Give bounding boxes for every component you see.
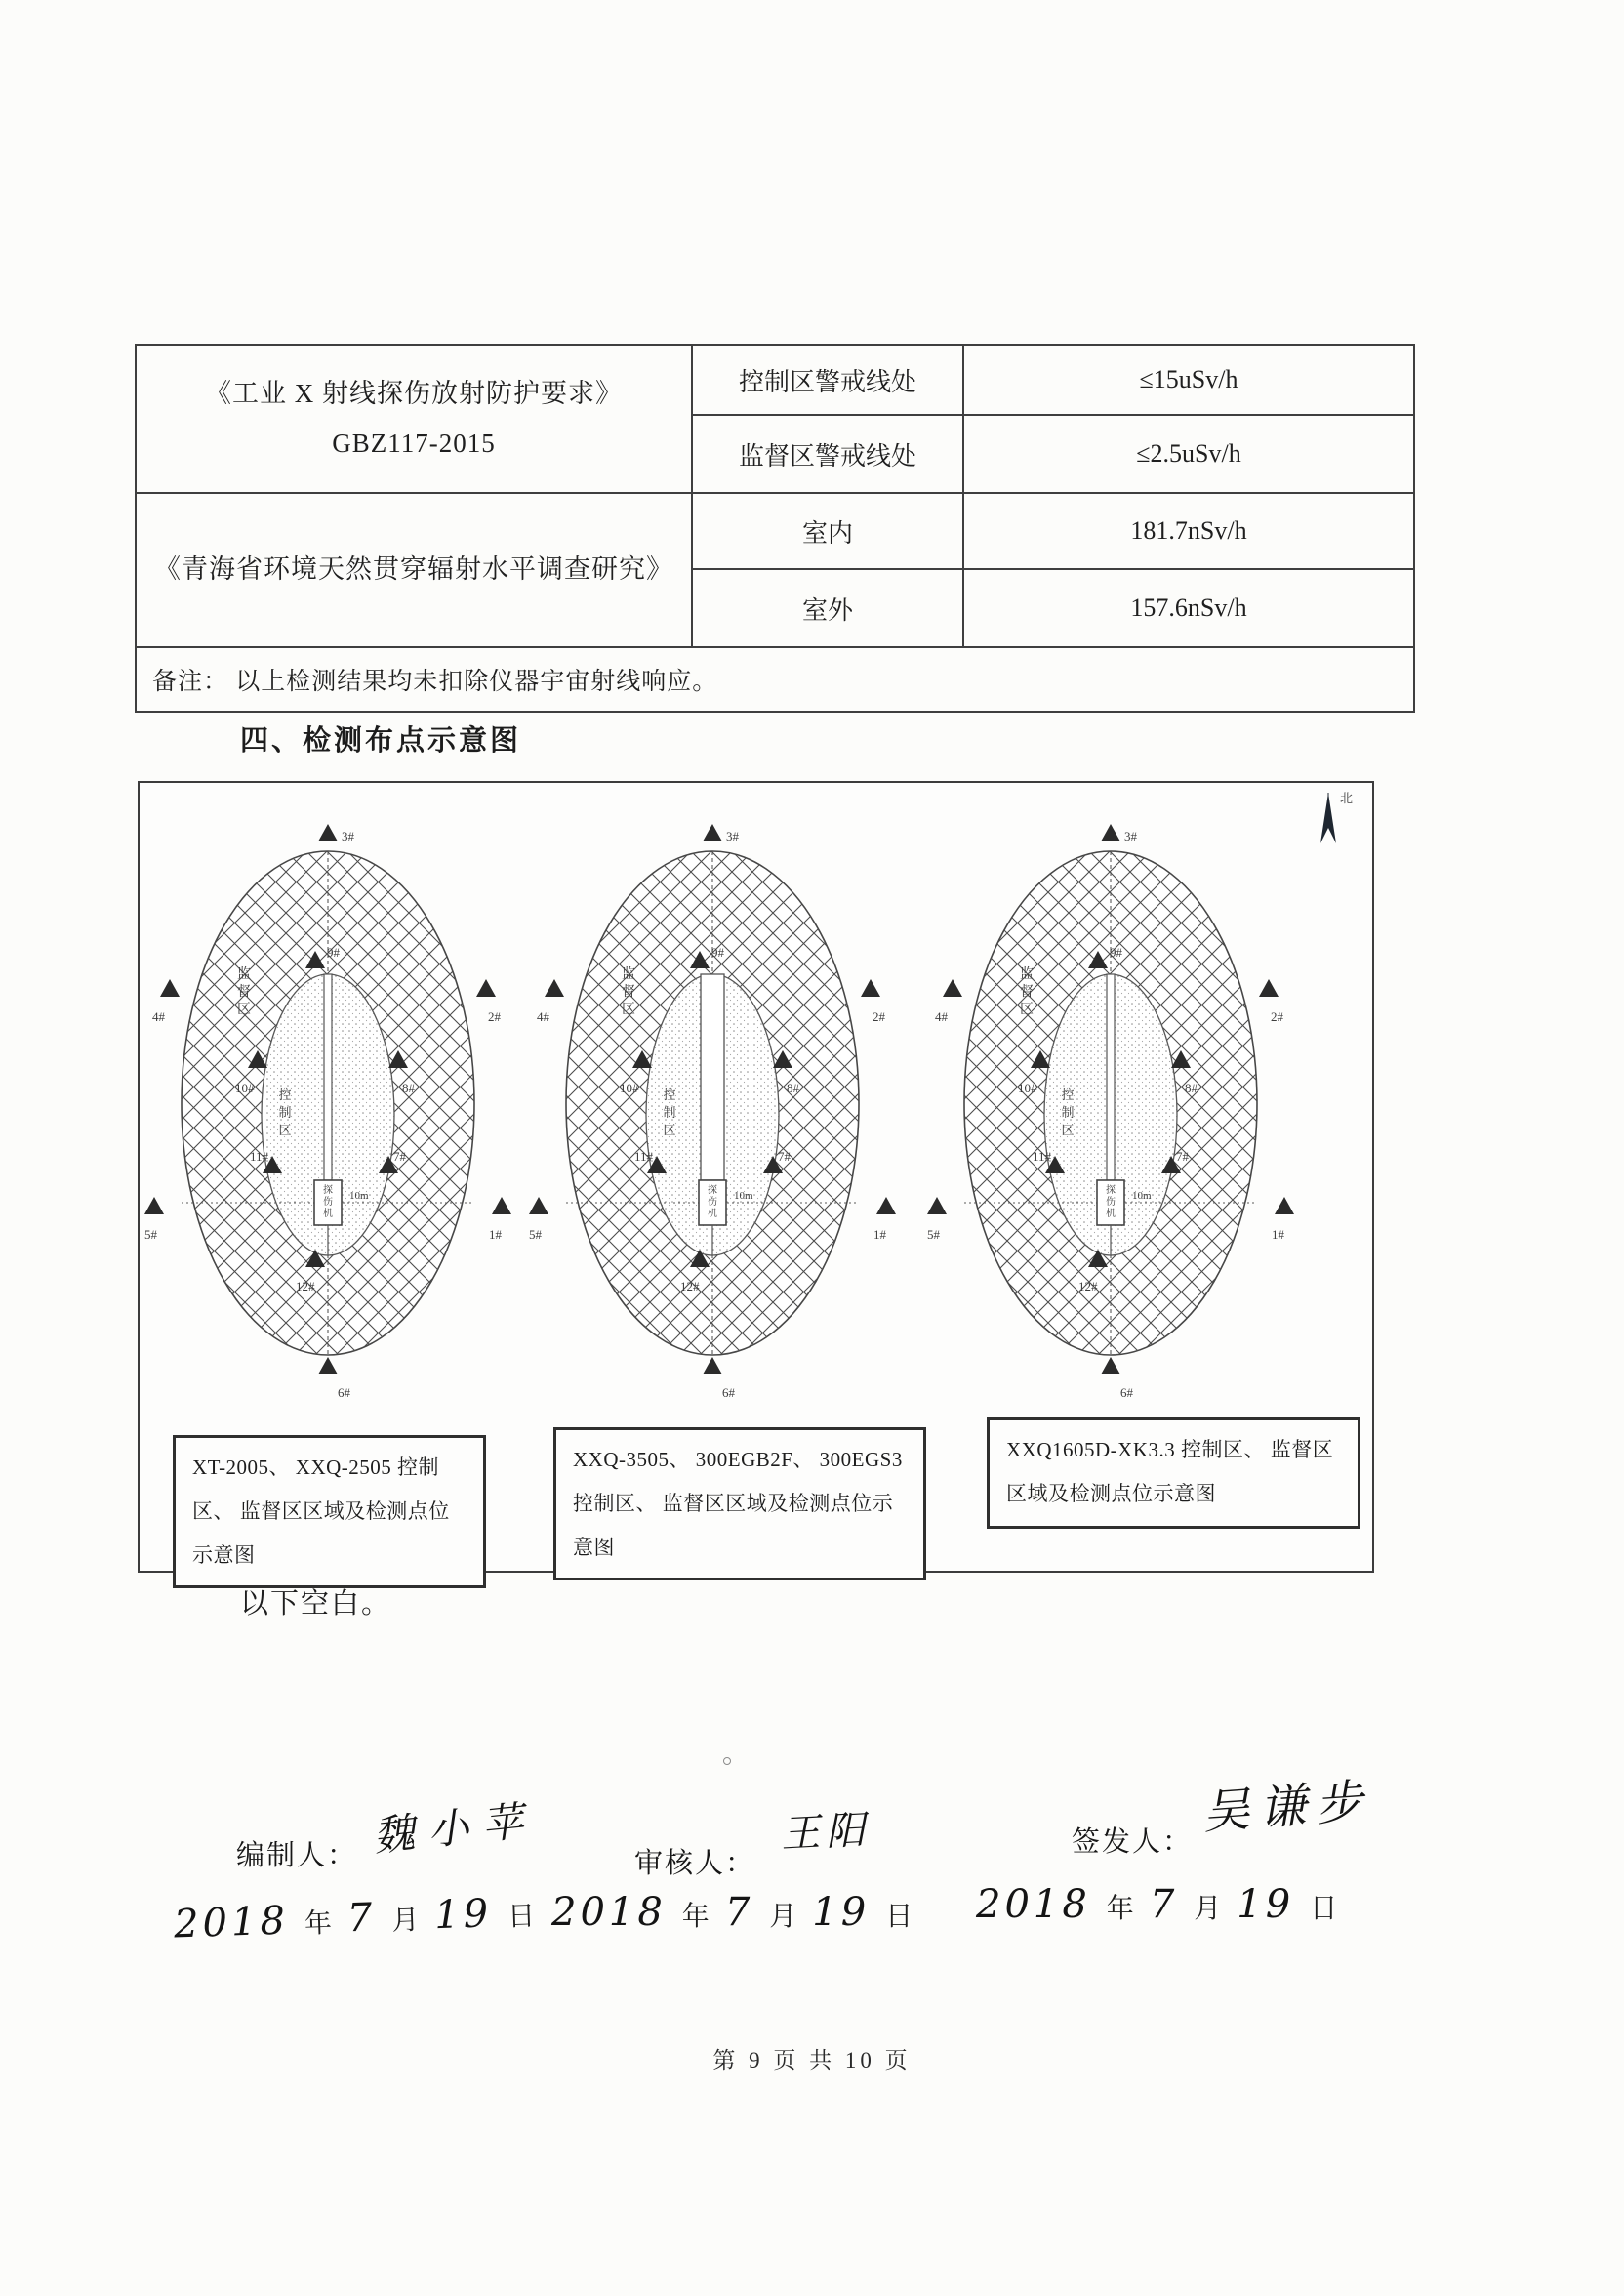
svg-text:4#: 4#	[935, 1009, 948, 1024]
date-year-unit: 年	[681, 1902, 710, 1932]
svg-text:区: 区	[1020, 1003, 1034, 1017]
svg-text:1#: 1#	[1272, 1227, 1284, 1242]
below-blank-note: 以下空白。	[240, 1588, 392, 1620]
svg-text:控: 控	[278, 1087, 292, 1102]
svg-text:督: 督	[237, 985, 251, 1000]
svg-text:2#: 2#	[1271, 1009, 1283, 1024]
date-day-unit: 日	[885, 1902, 914, 1932]
svg-text:5#: 5#	[529, 1227, 542, 1242]
svg-text:10m: 10m	[349, 1190, 369, 1202]
date-month: 7	[1149, 1882, 1179, 1927]
prepared-date	[173, 1889, 542, 1947]
svg-text:区: 区	[278, 1123, 292, 1137]
svg-text:5#: 5#	[144, 1227, 157, 1242]
svg-text:12#: 12#	[680, 1279, 700, 1293]
reviewed-by-signature: 王阳	[780, 1807, 873, 1858]
svg-text:10m: 10m	[734, 1190, 753, 1202]
survey-point-figure	[138, 781, 1374, 1573]
diagram-caption-3: XXQ1605D-XK3.3 控制区、 监督区区域及检测点位示意图	[987, 1417, 1360, 1529]
svg-text:控: 控	[663, 1087, 676, 1102]
svg-text:12#: 12#	[296, 1279, 315, 1293]
standard-code: GBZ117-2015	[332, 429, 496, 458]
svg-text:督: 督	[1020, 985, 1034, 1000]
table-remark-row	[136, 647, 1414, 712]
svg-text:监: 监	[237, 967, 251, 982]
remark-text: 备注： 以上检测结果均未扣除仪器宇宙射线响应。	[136, 647, 1414, 712]
svg-text:控: 控	[1061, 1087, 1075, 1102]
reviewed-by-label: 审核人：	[634, 1848, 756, 1879]
svg-text:2#: 2#	[488, 1009, 501, 1024]
north-label: 北	[1340, 791, 1354, 805]
date-year-unit: 年	[1106, 1894, 1134, 1924]
date-day: 19	[812, 1890, 871, 1935]
value-cell: ≤15uSv/h	[963, 345, 1414, 415]
table-row	[136, 493, 1414, 569]
svg-text:11#: 11#	[250, 1149, 269, 1164]
section-heading: 四、检测布点示意图	[240, 725, 522, 757]
svg-text:伤: 伤	[708, 1197, 717, 1208]
svg-text:探: 探	[323, 1185, 333, 1196]
svg-text:7#: 7#	[778, 1149, 791, 1164]
svg-text:10#: 10#	[235, 1081, 255, 1095]
svg-text:1#: 1#	[873, 1227, 886, 1242]
svg-text:机: 机	[708, 1209, 717, 1219]
svg-text:3#: 3#	[342, 829, 354, 843]
date-year: 2018	[173, 1898, 290, 1948]
prepared-by-label: 编制人：	[236, 1840, 358, 1871]
date-month-unit: 月	[1194, 1894, 1222, 1924]
location-cell: 室外	[692, 569, 963, 647]
svg-text:4#: 4#	[537, 1009, 549, 1024]
svg-text:10#: 10#	[1018, 1081, 1037, 1095]
date-month: 7	[724, 1890, 754, 1935]
date-month: 7	[346, 1895, 378, 1942]
svg-text:监: 监	[1020, 967, 1034, 982]
svg-text:2#: 2#	[873, 1009, 885, 1024]
svg-text:3#: 3#	[1124, 829, 1137, 843]
svg-text:机: 机	[323, 1209, 333, 1219]
standard-title: 《工业 X 射线探伤放射防护要求》	[205, 378, 623, 408]
issued-by-signature: 吴谦步	[1200, 1773, 1375, 1840]
date-month-unit: 月	[390, 1905, 420, 1937]
svg-text:9#: 9#	[711, 945, 724, 960]
diagram-svg-3	[925, 810, 1296, 1415]
issued-date	[976, 1882, 1343, 1927]
source-survey-cell	[136, 493, 692, 647]
radiation-limits-table	[135, 344, 1415, 713]
svg-text:4#: 4#	[152, 1009, 165, 1024]
svg-text:11#: 11#	[1033, 1149, 1052, 1164]
date-year-unit: 年	[304, 1907, 333, 1940]
north-arrow-icon	[1303, 787, 1361, 865]
scan-speck	[723, 1757, 731, 1765]
svg-text:12#: 12#	[1078, 1279, 1098, 1293]
svg-text:1#: 1#	[489, 1227, 502, 1242]
page-number: 第 9 页 共 10 页	[712, 2048, 912, 2072]
svg-text:区: 区	[663, 1123, 676, 1137]
svg-text:制: 制	[278, 1105, 292, 1120]
svg-text:10m: 10m	[1132, 1190, 1152, 1202]
svg-text:制: 制	[663, 1105, 676, 1120]
svg-text:7#: 7#	[1176, 1149, 1189, 1164]
svg-text:6#: 6#	[338, 1385, 350, 1400]
location-cell: 监督区警戒线处	[692, 415, 963, 493]
svg-text:伤: 伤	[1106, 1197, 1116, 1208]
prepared-by-signature: 魏小苹	[371, 1795, 540, 1861]
svg-text:区: 区	[1061, 1123, 1075, 1137]
value-cell: 157.6nSv/h	[963, 569, 1414, 647]
date-day-unit: 日	[1310, 1894, 1338, 1924]
svg-text:9#: 9#	[1110, 945, 1122, 960]
svg-text:9#: 9#	[327, 945, 340, 960]
svg-text:探: 探	[1106, 1185, 1116, 1196]
svg-text:3#: 3#	[726, 829, 739, 843]
svg-text:区: 区	[237, 1003, 251, 1017]
svg-text:8#: 8#	[1185, 1081, 1198, 1095]
date-year: 2018	[976, 1882, 1091, 1927]
value-cell: ≤2.5uSv/h	[963, 415, 1414, 493]
source-standard-cell	[136, 345, 692, 493]
date-day: 19	[1237, 1882, 1295, 1927]
svg-text:伤: 伤	[323, 1197, 333, 1208]
table-row	[136, 345, 1414, 415]
location-cell: 控制区警戒线处	[692, 345, 963, 415]
svg-text:6#: 6#	[1120, 1385, 1133, 1400]
svg-text:监: 监	[622, 967, 635, 982]
svg-text:8#: 8#	[787, 1081, 799, 1095]
svg-text:督: 督	[622, 985, 635, 1000]
reviewed-date	[551, 1890, 918, 1935]
svg-text:5#: 5#	[927, 1227, 940, 1242]
survey-title: 《青海省环境天然贯穿辐射水平调查研究》	[154, 554, 673, 585]
date-day: 19	[433, 1891, 493, 1939]
svg-text:6#: 6#	[722, 1385, 735, 1400]
issued-by-label: 签发人：	[1072, 1826, 1194, 1858]
date-year: 2018	[551, 1890, 667, 1935]
diagram-caption-1: XT-2005、 XXQ-2505 控制区、 监督区区域及检测点位示意图	[173, 1435, 486, 1588]
location-cell: 室内	[692, 493, 963, 569]
svg-text:机: 机	[1106, 1209, 1116, 1219]
diagram-svg-1	[142, 810, 513, 1415]
date-day-unit: 日	[507, 1901, 536, 1933]
svg-text:探: 探	[708, 1185, 717, 1196]
diagram-svg-2	[527, 810, 898, 1415]
svg-text:11#: 11#	[634, 1149, 654, 1164]
svg-text:7#: 7#	[393, 1149, 406, 1164]
value-cell: 181.7nSv/h	[963, 493, 1414, 569]
svg-text:10#: 10#	[620, 1081, 639, 1095]
svg-text:制: 制	[1061, 1105, 1075, 1120]
svg-text:8#: 8#	[402, 1081, 415, 1095]
date-month-unit: 月	[769, 1902, 797, 1932]
diagram-caption-2: XXQ-3505、 300EGB2F、 300EGS3 控制区、 监督区区域及检测点位示意图	[553, 1427, 926, 1580]
svg-text:区: 区	[622, 1003, 635, 1017]
